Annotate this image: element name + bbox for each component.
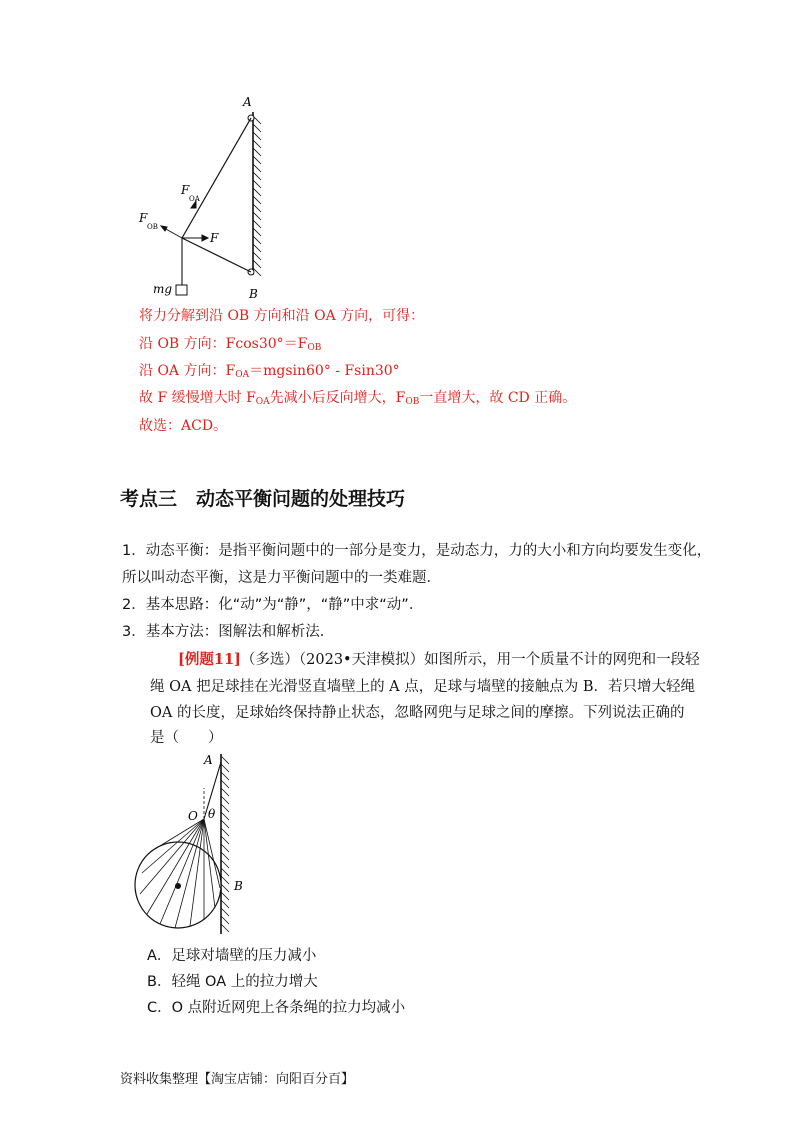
football-diagram (130, 748, 260, 940)
example-tag: [例题11] (178, 651, 241, 668)
option-c: C．O 点附近网兜上各条绳的拉力均减小 (147, 1000, 406, 1016)
label-b: B (249, 287, 258, 301)
label-mg: mg (153, 282, 173, 296)
option-a: A．足球对墙壁的压力减小 (147, 948, 317, 964)
option-b: B．轻绳 OA 上的拉力增大 (147, 974, 318, 990)
solution-line-3 (139, 361, 400, 385)
footer-text: 资料收集整理【淘宝店铺：向阳百分百】 (120, 1072, 355, 1087)
solution-line-2-text: 沿 OB 方向：Fcos30°＝F (139, 336, 308, 352)
solution-line-5: 故选：ACD。 (139, 418, 228, 434)
solution-line-4-sub1: OA (255, 397, 270, 407)
label-a2: A (204, 753, 213, 767)
label-f-oa-sub: OA (189, 195, 200, 203)
example-line-4: 是（ ） (150, 730, 223, 746)
section-item-1-line-1: 1．动态平衡：是指平衡问题中的一部分是变力，是动态力，力的大小和方向均要发生变化， (122, 543, 712, 559)
solution-line-3-prefix: 沿 OA 方向：F (139, 363, 236, 379)
solution-line-4-mid: 先减小后反向增大，F (269, 390, 406, 406)
label-f-ob-sub: OB (147, 223, 158, 231)
solution-line-2 (139, 334, 321, 358)
example-line-3: OA 的长度，足球始终保持静止状态，忽略网兜与足球之间的摩擦。下列说法正确的 (150, 705, 685, 721)
solution-line-3-suffix: ＝mgsin60° - Fsin30° (249, 363, 400, 379)
solution-line-1: 将力分解到沿 OB 方向和沿 OA 方向，可得： (139, 308, 425, 324)
solution-line-4-prefix: 故 F 缓慢增大时 F (139, 390, 256, 406)
solution-line-3-sub: OA (235, 370, 250, 380)
label-theta: θ (208, 807, 216, 821)
example-line-2: 绳 OA 把足球挂在光滑竖直墙壁上的 A 点，足球与墙壁的接触点为 B．若只增大轻绳 (150, 679, 696, 695)
solution-line-4-sub2: OB (405, 397, 420, 407)
section-title: 考点三 动态平衡问题的处理技巧 (120, 488, 406, 510)
mass-block (176, 285, 187, 295)
force-diagram-1 (130, 90, 280, 305)
section-item-3: 3．基本方法：图解法和解析法． (122, 624, 335, 640)
section-item-2: 2．基本思路：化“动”为“静”，“静”中求“动”． (122, 597, 424, 613)
ball-center (175, 883, 181, 889)
solution-line-4 (139, 388, 576, 412)
label-f-oa: F (181, 183, 190, 197)
section-item-1-line-2: 所以叫动态平衡，这是力平衡问题中的一类难题． (122, 570, 441, 586)
label-o: O (188, 809, 198, 823)
label-b2: B (234, 879, 243, 893)
example-line-1-text: （多选）（2023•天津模拟）如图所示，用一个质量不计的网兜和一段轻 (240, 652, 700, 668)
label-f-ob: F (139, 211, 148, 225)
solution-line-4-suffix: 一直增大，故 CD 正确。 (419, 390, 577, 406)
example-line-1 (178, 650, 700, 670)
solution-line-2-sub: OB (307, 343, 322, 353)
label-a: A (243, 95, 252, 109)
label-f: F (210, 231, 219, 245)
